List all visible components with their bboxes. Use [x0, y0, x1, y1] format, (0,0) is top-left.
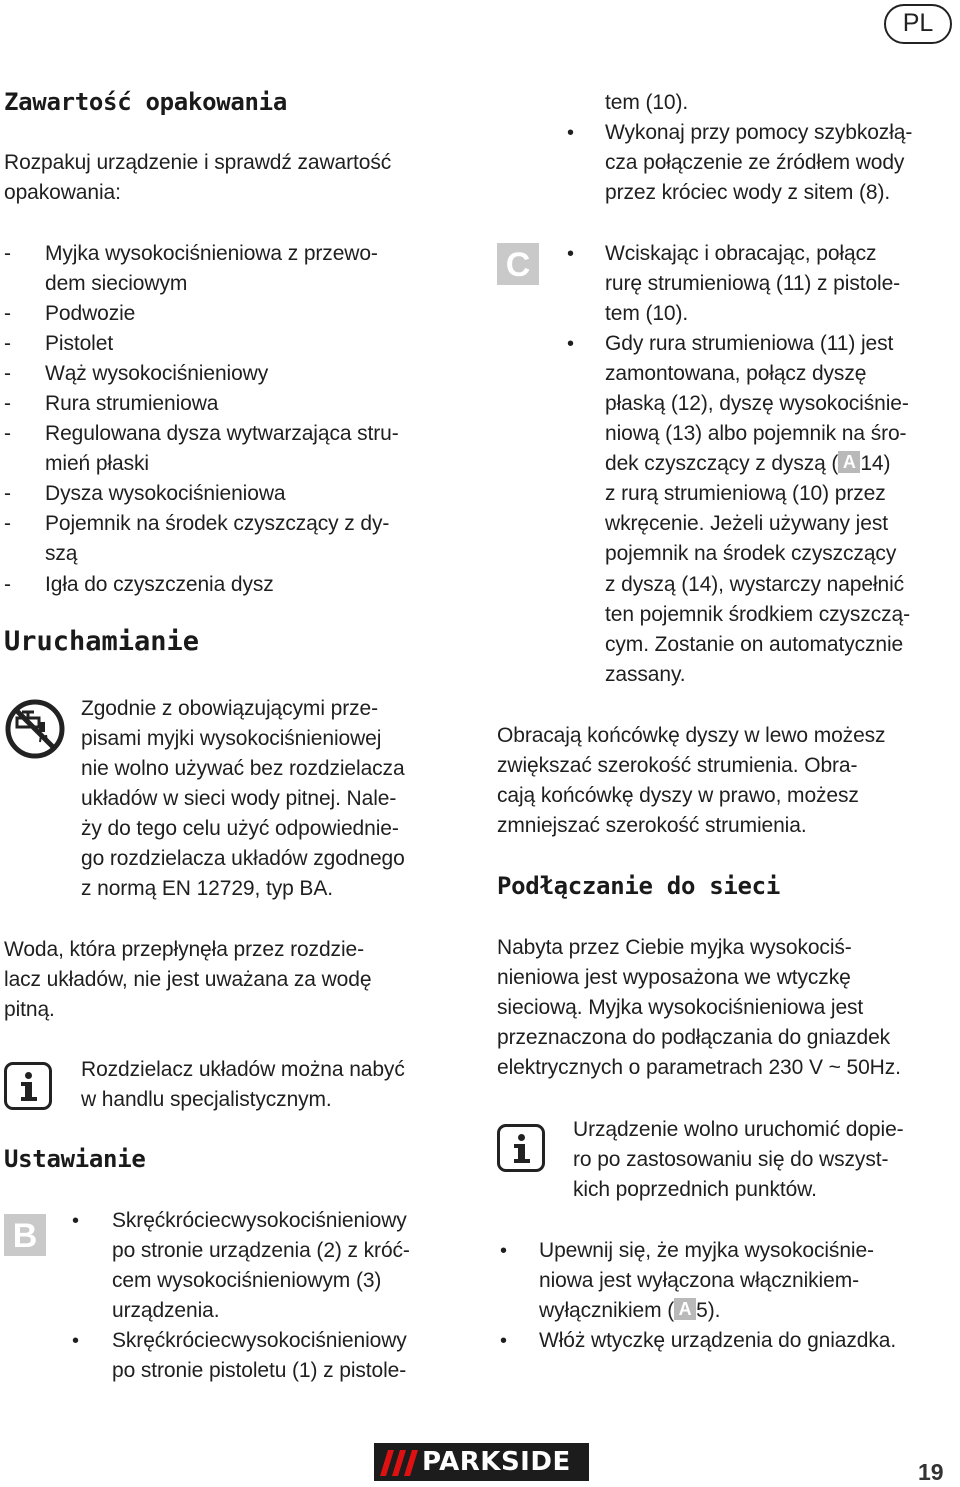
c-step-line: płaską (12), dyszę wysokociśnie-: [605, 392, 909, 415]
figure-badge-b: B: [4, 1214, 46, 1256]
heading-package-contents: Zawartość opakowania: [4, 88, 287, 116]
warning-line: z normą EN 12729, typ BA.: [81, 877, 333, 900]
setup-line: cem wysokociśnieniowym (3): [112, 1269, 382, 1292]
list-dash: -: [4, 573, 11, 596]
nozzle-line: zwiększać szerokość strumienia. Obra-: [497, 754, 858, 777]
c-step-line: [605, 449, 890, 479]
water-note-line: lacz układów, nie jest uważana za wodę: [4, 968, 372, 991]
c-step-line: cym. Zostanie on automatycznie: [605, 633, 904, 656]
list-item: Rura strumieniowa: [45, 392, 219, 415]
c-step-line: zamontowana, połącz dyszę: [605, 362, 867, 385]
final-step-line: Upewnij się, że myjka wysokociśnie-: [539, 1239, 874, 1262]
nozzle-line: Obracają końcówkę dyszy w lewo możesz: [497, 724, 886, 747]
warning-line: go rozdzielacza układów zgodnego: [81, 847, 405, 870]
continued-line: Wykonaj przy pomocy szybkozłą-: [605, 121, 913, 144]
bullet: •: [500, 1240, 508, 1262]
info-note-line: Rozdzielacz układów można nabyć: [81, 1058, 405, 1081]
list-item: Igła do czyszczenia dysz: [45, 573, 274, 596]
setup-line: po stronie urządzenia (2) z króć-: [112, 1239, 410, 1262]
intro-line-2: opakowania:: [4, 181, 121, 204]
c-step-line: z rurą strumieniową (10) przez: [605, 482, 886, 505]
brand-name: PARKSIDE: [422, 1447, 571, 1477]
heading-power-connection: Podłączanie do sieci: [497, 872, 780, 900]
list-item: szą: [45, 542, 78, 565]
final-step-line: niowa jest wyłączona włącznikiem-: [539, 1269, 859, 1292]
water-note-line: pitną.: [4, 998, 55, 1021]
setup-line: Skręćkróciecwysokociśnieniowy: [112, 1209, 407, 1232]
page-number: 19: [918, 1459, 944, 1485]
list-item: Podwozie: [45, 302, 136, 325]
figure-ref-a: A: [838, 451, 860, 473]
c-step-line: niową (13) albo pojemnik na śro-: [605, 422, 907, 445]
info-note-line: w handlu specjalistycznym.: [81, 1088, 332, 1111]
nozzle-line: zmniejszać szerokość strumienia.: [497, 814, 807, 837]
warning-line: pisami myjki wysokociśnieniowej: [81, 727, 382, 750]
power-line: przeznaczona do podłączania do gniazdek: [497, 1026, 891, 1049]
heading-setup: Ustawianie: [4, 1145, 146, 1173]
list-dash: -: [4, 332, 11, 355]
bullet: •: [72, 1210, 80, 1232]
bullet: •: [567, 243, 575, 265]
c-step-line: tem (10).: [605, 302, 689, 325]
list-dash: -: [4, 422, 11, 445]
continued-line: przez króciec wody z sitem (8).: [605, 181, 891, 204]
logo-stripes-icon: [380, 1450, 424, 1476]
final-step-text: wyłącznikiem (: [539, 1299, 675, 1322]
final-step-line: Włóż wtyczkę urządzenia do gniazdka.: [539, 1329, 897, 1352]
list-dash: -: [4, 392, 11, 415]
c-step-line: z dyszą (14), wystarczy napełnić: [605, 573, 905, 596]
c-step-line: Gdy rura strumieniowa (11) jest: [605, 332, 894, 355]
bullet: •: [567, 122, 575, 144]
list-dash: -: [4, 242, 11, 265]
nozzle-line: cają końcówkę dyszy w prawo, możesz: [497, 784, 859, 807]
final-step-line: [539, 1296, 720, 1326]
info-note-line: kich poprzednich punktów.: [573, 1178, 817, 1201]
power-line: elektrycznych o parametrach 230 V ~ 50Hz.: [497, 1056, 901, 1079]
figure-ref-a: A: [674, 1298, 696, 1320]
list-dash: -: [4, 482, 11, 505]
c-step-line: wkręcenie. Jeżeli używany jest: [605, 512, 888, 535]
list-item: Dysza wysokociśnieniowa: [45, 482, 286, 505]
final-step-text: 5).: [696, 1299, 721, 1322]
list-item: Pojemnik na środek czyszczący z dy-: [45, 512, 390, 535]
c-step-line: pojemnik na środek czyszczący: [605, 542, 897, 565]
info-note-line: ro po zastosowaniu się do wszyst-: [573, 1148, 889, 1171]
setup-line: Skręćkróciecwysokociśnieniowy: [112, 1329, 407, 1352]
power-line: Nabyta przez Ciebie myjka wysokociś-: [497, 936, 852, 959]
power-line: nieniowa jest wyposażona we wtyczkę: [497, 966, 851, 989]
list-dash: -: [4, 512, 11, 535]
list-dash: -: [4, 302, 11, 325]
list-item: Wąż wysokociśnieniowy: [45, 362, 269, 385]
bullet: •: [567, 333, 575, 355]
list-item: Pistolet: [45, 332, 114, 355]
bullet: •: [72, 1330, 80, 1352]
power-line: sieciową. Myjka wysokociśnieniowa jest: [497, 996, 864, 1019]
c-step-line: Wciskając i obracając, połącz: [605, 242, 877, 265]
warning-line: ży do tego celu użyć odpowiednie-: [81, 817, 399, 840]
list-item: mień płaski: [45, 452, 149, 475]
figure-badge-c: C: [497, 243, 539, 285]
info-note-line: Urządzenie wolno uruchomić dopie-: [573, 1118, 904, 1141]
list-item: Regulowana dysza wytwarzająca stru-: [45, 422, 399, 445]
intro-line-1: Rozpakuj urządzenie i sprawdź zawartość: [4, 151, 392, 174]
bullet: •: [500, 1330, 508, 1352]
info-icon: [497, 1124, 545, 1172]
c-step-text: 14): [860, 452, 891, 475]
info-icon: [4, 1062, 52, 1110]
setup-line: po stronie pistoletu (1) z pistole-: [112, 1359, 407, 1382]
list-dash: -: [4, 362, 11, 385]
continued-line: cza połączenie ze źródłem wody: [605, 151, 905, 174]
warning-line: układów w sieci wody pitnej. Nale-: [81, 787, 397, 810]
list-item: dem sieciowym: [45, 272, 188, 295]
warning-line: nie wolno używać bez rozdzielacza: [81, 757, 405, 780]
no-tap-water-icon: [4, 698, 66, 760]
continued-line: tem (10).: [605, 91, 689, 114]
water-note-line: Woda, która przepłynęła przez rozdzie-: [4, 938, 364, 961]
language-badge: PL: [884, 4, 952, 44]
parkside-logo: [374, 1443, 589, 1481]
warning-line: Zgodnie z obowiązującymi prze-: [81, 697, 378, 720]
c-step-line: zassany.: [605, 663, 686, 686]
setup-line: urządzenia.: [112, 1299, 220, 1322]
list-item: Myjka wysokociśnieniowa z przewo-: [45, 242, 378, 265]
c-step-line: ten pojemnik środkiem czyszczą-: [605, 603, 910, 626]
c-step-text: dek czyszczący z dyszą (: [605, 452, 839, 475]
heading-startup: Uruchamianie: [4, 626, 200, 657]
c-step-line: rurę strumieniową (11) z pistole-: [605, 272, 901, 295]
